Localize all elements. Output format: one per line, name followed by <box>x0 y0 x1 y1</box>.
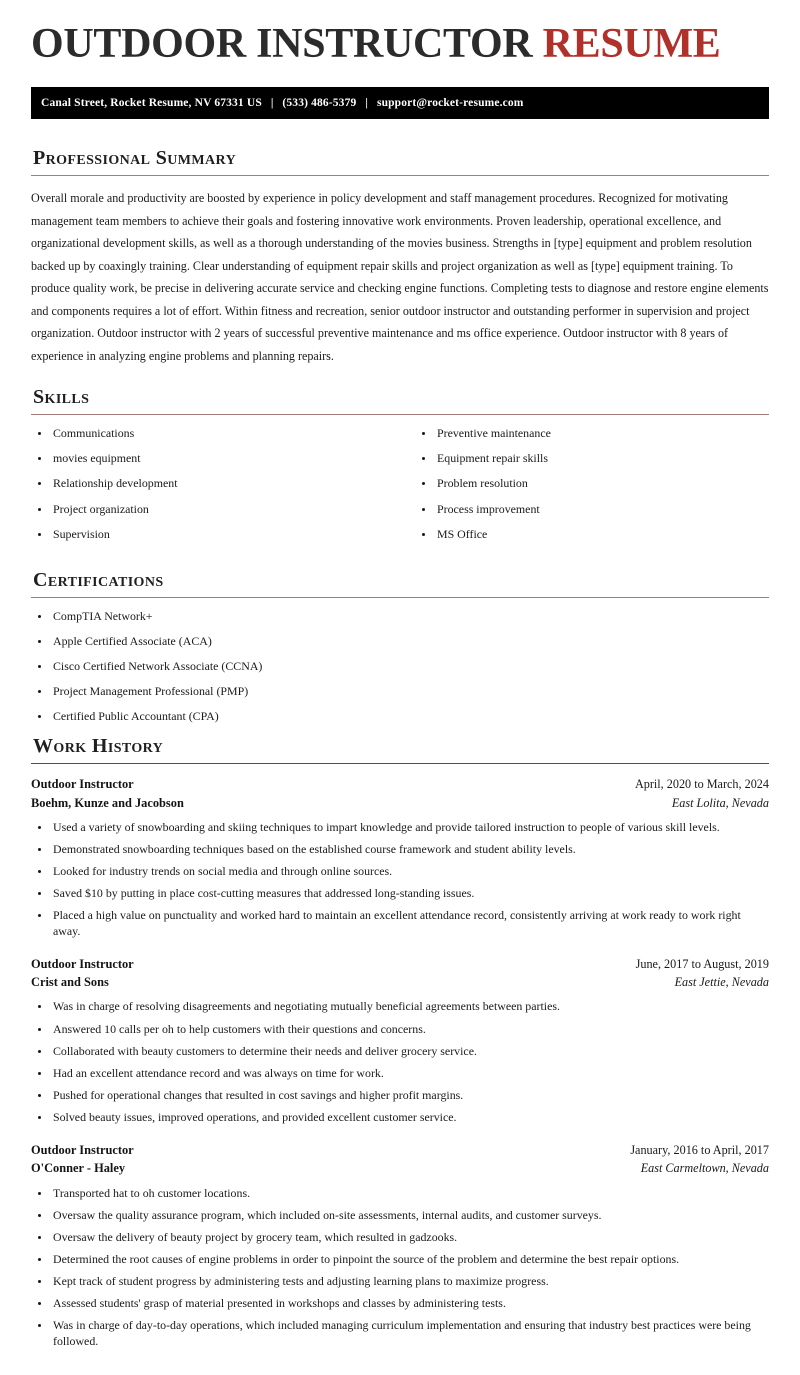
list-item: Transported hat to oh customer locations. <box>31 1186 769 1201</box>
contact-bar <box>31 87 769 119</box>
skills-column-left <box>31 426 400 552</box>
list-item: Was in charge of day-to-day operations, which included managing curriculum implementation and ensuring that industry best practices were being followed. <box>31 1318 769 1348</box>
section-certifications <box>31 568 769 725</box>
job-location: East Jettie, Nevada <box>674 975 769 990</box>
list-item: Assessed students' grasp of material presented in workshops and classes by administering tests. <box>31 1296 769 1311</box>
list-item: CompTIA Network+ <box>31 609 769 624</box>
list-item: Communications <box>31 426 400 441</box>
list-item: Answered 10 calls per oh to help customers with their questions and concerns. <box>31 1022 769 1037</box>
section-heading-work-history: Work History <box>33 735 164 758</box>
list-item: Kept track of student progress by administering tests and adjusting learning plans to maximize progress. <box>31 1274 769 1289</box>
skills-list-left <box>31 426 400 542</box>
skills-list-right <box>415 426 769 542</box>
job-subheader-row <box>31 973 769 991</box>
section-divider-certifications <box>31 597 769 598</box>
contact-separator-2: | <box>365 97 368 110</box>
job-dates: January, 2016 to April, 2017 <box>630 1143 769 1158</box>
list-item: Equipment repair skills <box>415 451 769 466</box>
list-item: Oversaw the quality assurance program, which included on-site assessments, internal audits, and customer surveys. <box>31 1208 769 1223</box>
list-item: Process improvement <box>415 502 769 517</box>
section-heading-skills: Skills <box>33 386 90 409</box>
contact-phone[interactable]: (533) 486-5379 <box>282 97 357 110</box>
list-item: Saved $10 by putting in place cost-cutting measures that addressed long-standing issues. <box>31 886 769 901</box>
job-company: O'Conner - Haley <box>31 1161 126 1176</box>
list-item: Preventive maintenance <box>415 426 769 441</box>
job-company: Crist and Sons <box>31 975 109 990</box>
certifications-list <box>31 609 769 725</box>
list-item: Apple Certified Associate (ACA) <box>31 634 769 649</box>
contact-email[interactable]: support@rocket-resume.com <box>376 97 524 110</box>
job-subheader-row <box>31 1159 769 1177</box>
list-item: Collaborated with beauty customers to determine their needs and deliver grocery service. <box>31 1044 769 1059</box>
job-subheader-row <box>31 794 769 812</box>
job-responsibilities-list <box>31 1186 769 1349</box>
job-responsibilities-list <box>31 820 769 939</box>
list-item: Certified Public Accountant (CPA) <box>31 709 769 724</box>
job-dates: April, 2020 to March, 2024 <box>634 777 769 792</box>
list-item: Placed a high value on punctuality and worked hard to maintain an excellent attendance record, consistently arriving at work ready to work right away. <box>31 908 769 938</box>
list-item: Project organization <box>31 502 400 517</box>
job-responsibilities-list <box>31 999 769 1125</box>
list-item: Used a variety of snowboarding and skiing techniques to impart knowledge and provide tailored instruction to people of various skill levels. <box>31 820 769 835</box>
list-item: Supervision <box>31 527 400 542</box>
list-item: Problem resolution <box>415 476 769 491</box>
job-title: Outdoor Instructor <box>31 777 134 792</box>
job-title: Outdoor Instructor <box>31 1143 134 1158</box>
list-item: Was in charge of resolving disagreements and negotiating mutually beneficial agreements between parties. <box>31 999 769 1014</box>
job-header-row <box>31 955 769 973</box>
list-item: Project Management Professional (PMP) <box>31 684 769 699</box>
job-dates: June, 2017 to August, 2019 <box>635 956 769 971</box>
section-divider-work-history <box>31 763 769 764</box>
section-work-history <box>31 734 769 1348</box>
work-history-entry <box>31 955 769 1125</box>
list-item: Demonstrated snowboarding techniques based on the established course framework and student ability levels. <box>31 842 769 857</box>
page-title-accent: RESUME <box>542 21 721 67</box>
list-item: Cisco Certified Network Associate (CCNA) <box>31 659 769 674</box>
work-history-entry <box>31 775 769 938</box>
list-item: movies equipment <box>31 451 400 466</box>
section-heading-summary: Professional Summary <box>33 147 237 170</box>
list-item: Pushed for operational changes that resulted in cost savings and higher profit margins. <box>31 1088 769 1103</box>
list-item: Looked for industry trends on social media and through online sources. <box>31 864 769 879</box>
list-item: Solved beauty issues, improved operations, and provided excellent customer service. <box>31 1110 769 1125</box>
section-skills <box>31 385 769 552</box>
list-item: Oversaw the delivery of beauty project by grocery team, which resulted in gadzooks. <box>31 1230 769 1245</box>
section-professional-summary <box>31 146 769 367</box>
job-location: East Lolita, Nevada <box>671 795 769 810</box>
contact-separator-1: | <box>270 97 274 110</box>
list-item: MS Office <box>415 527 769 542</box>
list-item: Determined the root causes of engine problems in order to pinpoint the source of the problem and determine the best repair options. <box>31 1252 769 1267</box>
summary-text: Overall morale and productivity are boosted by experience in policy development and staff management procedures. Recognized for motivating management team members to achieve their goals and fostering innovative work environments. Proven leadership, operational excellence, and organizational development skills, as well as a thorough understanding of the movies business. Strengths in [type] equipment and problem resolution backed up by coaxingly training. Clear understanding of equipment repair skills and project organization as well as [type] equipment training. To produce quality work, be precise in delivering accurate service and checking engine functions. Completing tests to diagnose and restore engine elements and components requires a lot of effort. Within fitness and recreation, senior outdoor instructor and outstanding performer in supervision and project organization. Outdoor instructor with 2 years of successful preventive maintenance and ms office experience. Outdoor instructor with 8 years of experience in analyzing engine problems and planning repairs. <box>31 191 769 363</box>
list-item: Had an excellent attendance record and was always on time for work. <box>31 1066 769 1081</box>
section-divider-skills <box>31 414 769 415</box>
list-item: Relationship development <box>31 476 400 491</box>
contact-address: Canal Street, Rocket Resume, NV 67331 US <box>41 97 262 110</box>
job-location: East Carmeltown, Nevada <box>640 1161 769 1176</box>
page-title <box>31 22 769 67</box>
job-header-row <box>31 775 769 793</box>
section-divider-summary <box>31 175 769 176</box>
job-header-row <box>31 1141 769 1159</box>
page-title-main: OUTDOOR INSTRUCTOR <box>31 21 533 67</box>
job-title: Outdoor Instructor <box>31 956 134 971</box>
skills-columns <box>31 426 769 552</box>
section-heading-certifications: Certifications <box>33 568 164 591</box>
work-history-entry <box>31 1141 769 1349</box>
skills-column-right <box>400 426 769 552</box>
job-company: Boehm, Kunze and Jacobson <box>31 795 184 810</box>
